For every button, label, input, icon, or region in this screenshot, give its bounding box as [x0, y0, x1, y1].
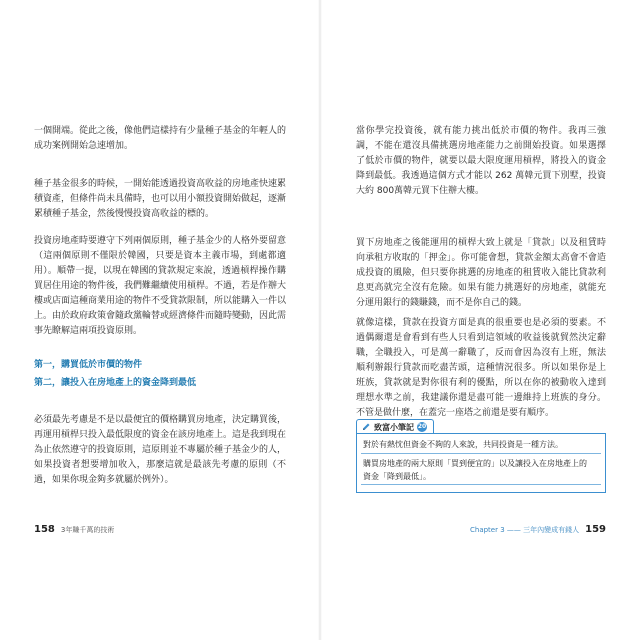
note-line: 對於有熱忱但資金不夠的人來說，共同投資是一種方法。: [363, 440, 563, 449]
paragraph: 當你學完投資後，就有能力挑出低於市價的物件。我再三強調，不能在還沒具備挑選房地產能力之前開始投資。如果選擇了低於市價的物件，就要以最大限度運用槓桿，將投入的資金降到最低。我透過這個方式才能以 262 萬韓元買下別墅，投資大約 800萬韓元買下住辦大樓。: [356, 126, 606, 196]
note-title: 致富小筆記: [374, 422, 414, 432]
left-page-footer: [34, 524, 114, 535]
paragraph: 一個開端。從此之後，像他們這樣持有少量種子基金的年輕人的成功案例開始急速增加。: [34, 126, 287, 151]
pencil-icon: [361, 422, 371, 432]
paragraph: 投資房地產時要遵守下列兩個原則，種子基金少的人格外要留意（這兩個原則不僅限於韓國，只要是資本主義市場，到處都適用）。順帶一提，以現在韓國的貸款規定來說，透過槓桿操作購買居住用途的物件後，我們難繼續使用槓桿。不過，若是作辦大樓或店面這種商業用途的物件不受貸款限制，所以能購入一件以上。由於政府政策會隨政黨輪替或經濟條件而隨時變動，因此需事先瞭解這兩項投資原則。: [34, 236, 287, 336]
note-tab: [356, 419, 434, 434]
rich-note-box: [356, 419, 606, 493]
page-number: 159: [585, 524, 606, 535]
right-page: [320, 0, 640, 640]
note-line: 購買房地產的兩大原則「買到便宜的」以及讓投入在房地產上的: [363, 459, 587, 468]
paragraph: 就像這樣，貸款在投資方面是真的很重要也是必須的要素。不過偶爾還是會看到有些人只看到這領域的收益後就貿然決定辭職，全職投入，可是萬一辭職了，反而會因為沒有上班，無法順利辦銀行貸款而吃盡苦頭，這種情況很多。所以如果你是上班族，貸款就是對你很有利的優點，所以在你的被動收入達到理想水準之前，我建議你還是盡可能一邊維持上班族的身分。不管是做什麼，在蓋完一座塔之前還是要有順序。: [356, 318, 606, 418]
note-body: [356, 433, 606, 493]
principle-heading-2: 第二，讓投入在房地產上的資金降到最低: [34, 378, 197, 388]
note-divider: [361, 453, 601, 454]
running-title: 3年賺千萬的技術: [60, 525, 115, 534]
right-page-footer: [470, 524, 606, 535]
page-number: 158: [34, 524, 55, 535]
paragraph: 買下房地產之後能運用的槓桿大致上就是「貸款」以及租賃時向承租方收取的「押金」。你可能會想，貸款金額太高會不會造成投資的風險，但只要你挑選的房地產的租賃收入能比貸款利息更高就完全沒有危險。如果有能力挑選好的房地產，就能充分運用銀行的錢賺錢，而不是你自己的錢。: [356, 238, 606, 308]
principle-heading-1: 第一，購買低於市價的物件: [34, 360, 143, 370]
note-number-badge: 20: [417, 423, 427, 430]
note-divider: [361, 484, 601, 485]
chapter-title: Chapter 3 —— 三年內變成有錢人: [470, 525, 580, 534]
note-line: 資金「降到最低」。: [363, 472, 431, 481]
paragraph: 必須最先考慮是不是以最便宜的價格購買房地產，決定購買後，再運用槓桿只投入最低限度的資金在該房地產上。這是我到現在為止依然遵守的投資原則，這原則並不專屬於種子基金少的人，如果投資者想要增加收入，那麼這就是最該先考慮的原則（不過，如果你現金夠多就屬於例外）。: [34, 415, 287, 485]
paragraph: 種子基金很多的時候，一開始能透過投資高收益的房地產快速累積資產，但條件尚未具備時，也可以用小額投資開始做起，逐漸累積種子基金，然後慢慢投資高收益的標的。: [34, 179, 287, 219]
